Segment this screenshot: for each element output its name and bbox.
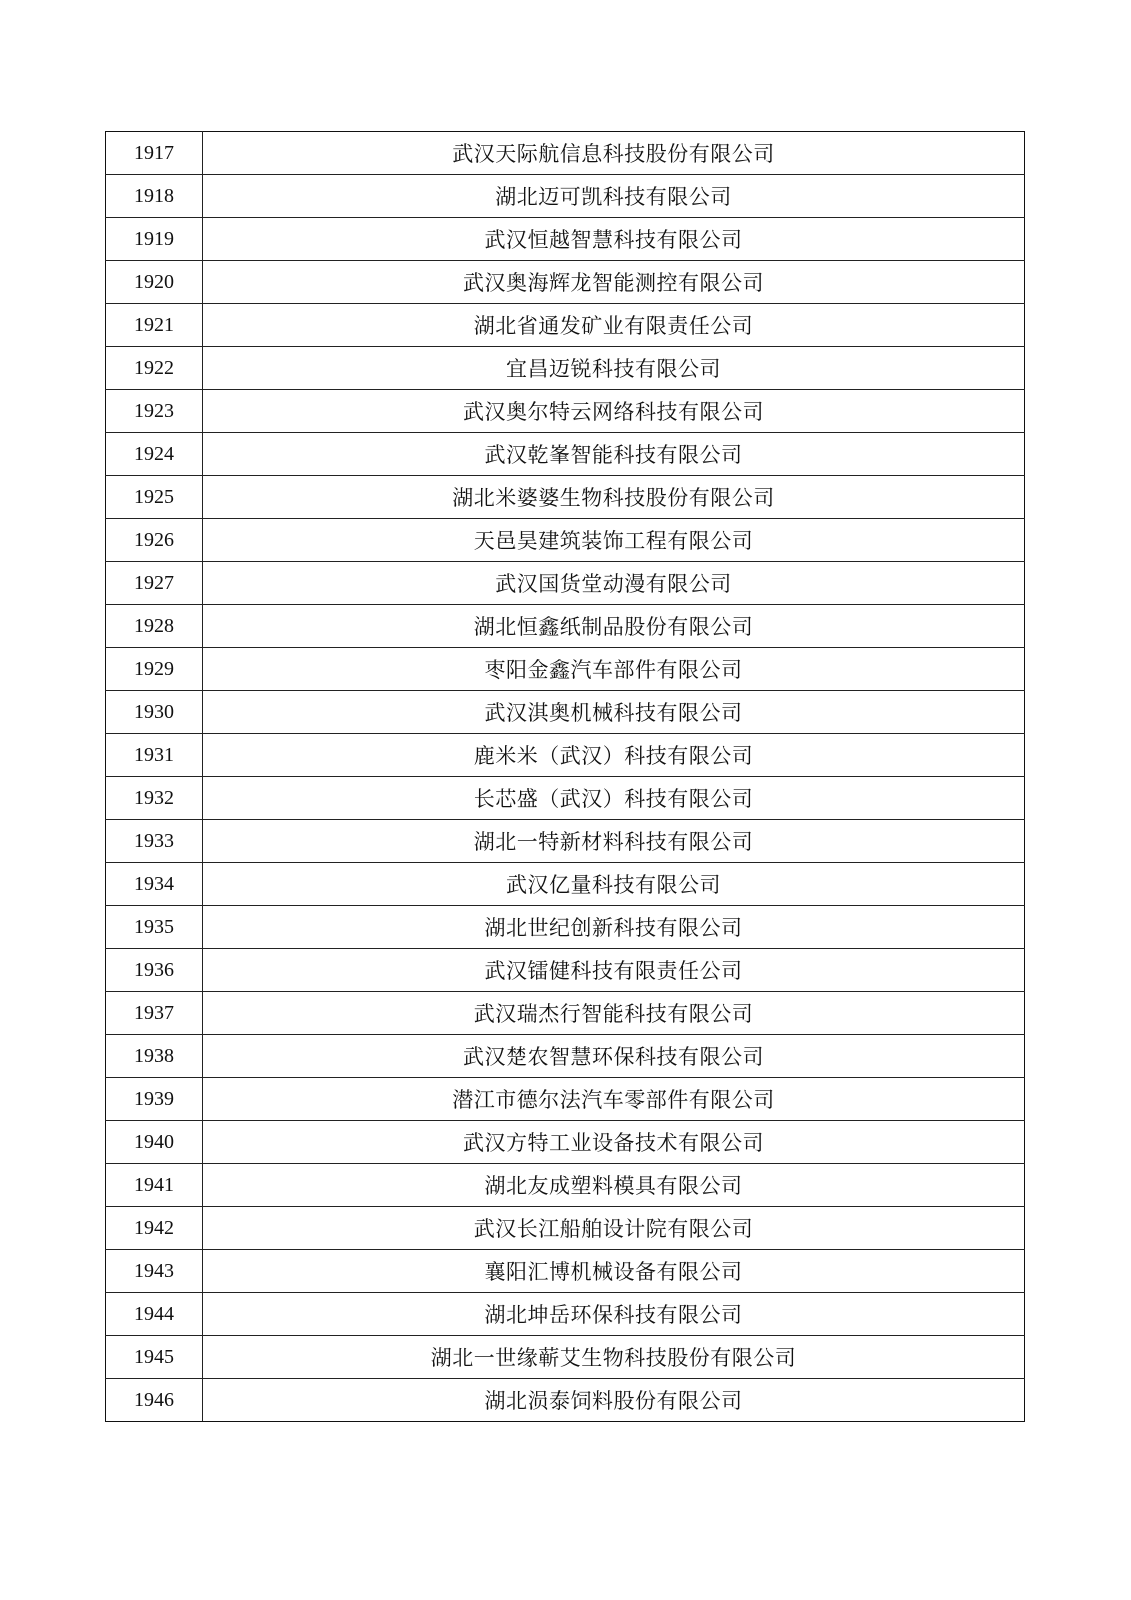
company-name: 武汉奥海辉龙智能测控有限公司 bbox=[203, 261, 1025, 304]
company-name: 湖北米婆婆生物科技股份有限公司 bbox=[203, 476, 1025, 519]
row-number: 1918 bbox=[106, 175, 203, 218]
table-row bbox=[106, 906, 1025, 949]
table-row bbox=[106, 777, 1025, 820]
table-row bbox=[106, 1207, 1025, 1250]
row-number: 1925 bbox=[106, 476, 203, 519]
company-name: 湖北世纪创新科技有限公司 bbox=[203, 906, 1025, 949]
table-row bbox=[106, 390, 1025, 433]
table-row bbox=[106, 1035, 1025, 1078]
row-number: 1919 bbox=[106, 218, 203, 261]
row-number: 1939 bbox=[106, 1078, 203, 1121]
company-name: 襄阳汇博机械设备有限公司 bbox=[203, 1250, 1025, 1293]
table-row bbox=[106, 1336, 1025, 1379]
company-name: 湖北坤岳环保科技有限公司 bbox=[203, 1293, 1025, 1336]
row-number: 1931 bbox=[106, 734, 203, 777]
row-number: 1937 bbox=[106, 992, 203, 1035]
company-name: 鹿米米（武汉）科技有限公司 bbox=[203, 734, 1025, 777]
row-number: 1934 bbox=[106, 863, 203, 906]
row-number: 1938 bbox=[106, 1035, 203, 1078]
row-number: 1921 bbox=[106, 304, 203, 347]
table-row bbox=[106, 1121, 1025, 1164]
row-number: 1922 bbox=[106, 347, 203, 390]
table-row bbox=[106, 261, 1025, 304]
row-number: 1944 bbox=[106, 1293, 203, 1336]
row-number: 1933 bbox=[106, 820, 203, 863]
row-number: 1928 bbox=[106, 605, 203, 648]
company-name: 武汉楚农智慧环保科技有限公司 bbox=[203, 1035, 1025, 1078]
table-row bbox=[106, 562, 1025, 605]
table-row bbox=[106, 1293, 1025, 1336]
table-row bbox=[106, 992, 1025, 1035]
row-number: 1946 bbox=[106, 1379, 203, 1422]
company-name: 天邑昊建筑装饰工程有限公司 bbox=[203, 519, 1025, 562]
table-row bbox=[106, 1250, 1025, 1293]
row-number: 1941 bbox=[106, 1164, 203, 1207]
company-name: 武汉天际航信息科技股份有限公司 bbox=[203, 132, 1025, 175]
table-row bbox=[106, 820, 1025, 863]
company-name: 湖北迈可凯科技有限公司 bbox=[203, 175, 1025, 218]
row-number: 1917 bbox=[106, 132, 203, 175]
row-number: 1936 bbox=[106, 949, 203, 992]
table-row bbox=[106, 1164, 1025, 1207]
table-row bbox=[106, 175, 1025, 218]
company-name: 潜江市德尔法汽车零部件有限公司 bbox=[203, 1078, 1025, 1121]
company-list-body bbox=[106, 132, 1025, 1422]
company-name: 湖北省通发矿业有限责任公司 bbox=[203, 304, 1025, 347]
company-name: 武汉国货堂动漫有限公司 bbox=[203, 562, 1025, 605]
row-number: 1924 bbox=[106, 433, 203, 476]
company-name: 枣阳金鑫汽车部件有限公司 bbox=[203, 648, 1025, 691]
company-name: 武汉恒越智慧科技有限公司 bbox=[203, 218, 1025, 261]
row-number: 1927 bbox=[106, 562, 203, 605]
company-list-table bbox=[105, 131, 1025, 1422]
table-row bbox=[106, 476, 1025, 519]
company-name: 湖北涢泰饲料股份有限公司 bbox=[203, 1379, 1025, 1422]
company-name: 武汉方特工业设备技术有限公司 bbox=[203, 1121, 1025, 1164]
table-row bbox=[106, 863, 1025, 906]
row-number: 1929 bbox=[106, 648, 203, 691]
table-row bbox=[106, 519, 1025, 562]
row-number: 1940 bbox=[106, 1121, 203, 1164]
company-name: 宜昌迈锐科技有限公司 bbox=[203, 347, 1025, 390]
company-name: 湖北一特新材料科技有限公司 bbox=[203, 820, 1025, 863]
company-name: 武汉乾峯智能科技有限公司 bbox=[203, 433, 1025, 476]
row-number: 1943 bbox=[106, 1250, 203, 1293]
table-row bbox=[106, 1078, 1025, 1121]
company-name: 武汉瑞杰行智能科技有限公司 bbox=[203, 992, 1025, 1035]
company-name: 武汉亿量科技有限公司 bbox=[203, 863, 1025, 906]
company-name: 湖北恒鑫纸制品股份有限公司 bbox=[203, 605, 1025, 648]
table-row bbox=[106, 218, 1025, 261]
company-name: 武汉淇奥机械科技有限公司 bbox=[203, 691, 1025, 734]
row-number: 1930 bbox=[106, 691, 203, 734]
company-name: 湖北友成塑料模具有限公司 bbox=[203, 1164, 1025, 1207]
row-number: 1932 bbox=[106, 777, 203, 820]
table-row bbox=[106, 132, 1025, 175]
company-name: 武汉长江船舶设计院有限公司 bbox=[203, 1207, 1025, 1250]
row-number: 1945 bbox=[106, 1336, 203, 1379]
table-row bbox=[106, 734, 1025, 777]
company-name: 湖北一世缘蕲艾生物科技股份有限公司 bbox=[203, 1336, 1025, 1379]
table-row bbox=[106, 304, 1025, 347]
table-row bbox=[106, 1379, 1025, 1422]
table-row bbox=[106, 347, 1025, 390]
row-number: 1926 bbox=[106, 519, 203, 562]
table-row bbox=[106, 433, 1025, 476]
row-number: 1920 bbox=[106, 261, 203, 304]
company-name: 长芯盛（武汉）科技有限公司 bbox=[203, 777, 1025, 820]
row-number: 1935 bbox=[106, 906, 203, 949]
table-row bbox=[106, 949, 1025, 992]
table-row bbox=[106, 605, 1025, 648]
company-name: 武汉镭健科技有限责任公司 bbox=[203, 949, 1025, 992]
table-row bbox=[106, 691, 1025, 734]
row-number: 1942 bbox=[106, 1207, 203, 1250]
table-row bbox=[106, 648, 1025, 691]
row-number: 1923 bbox=[106, 390, 203, 433]
company-name: 武汉奥尔特云网络科技有限公司 bbox=[203, 390, 1025, 433]
